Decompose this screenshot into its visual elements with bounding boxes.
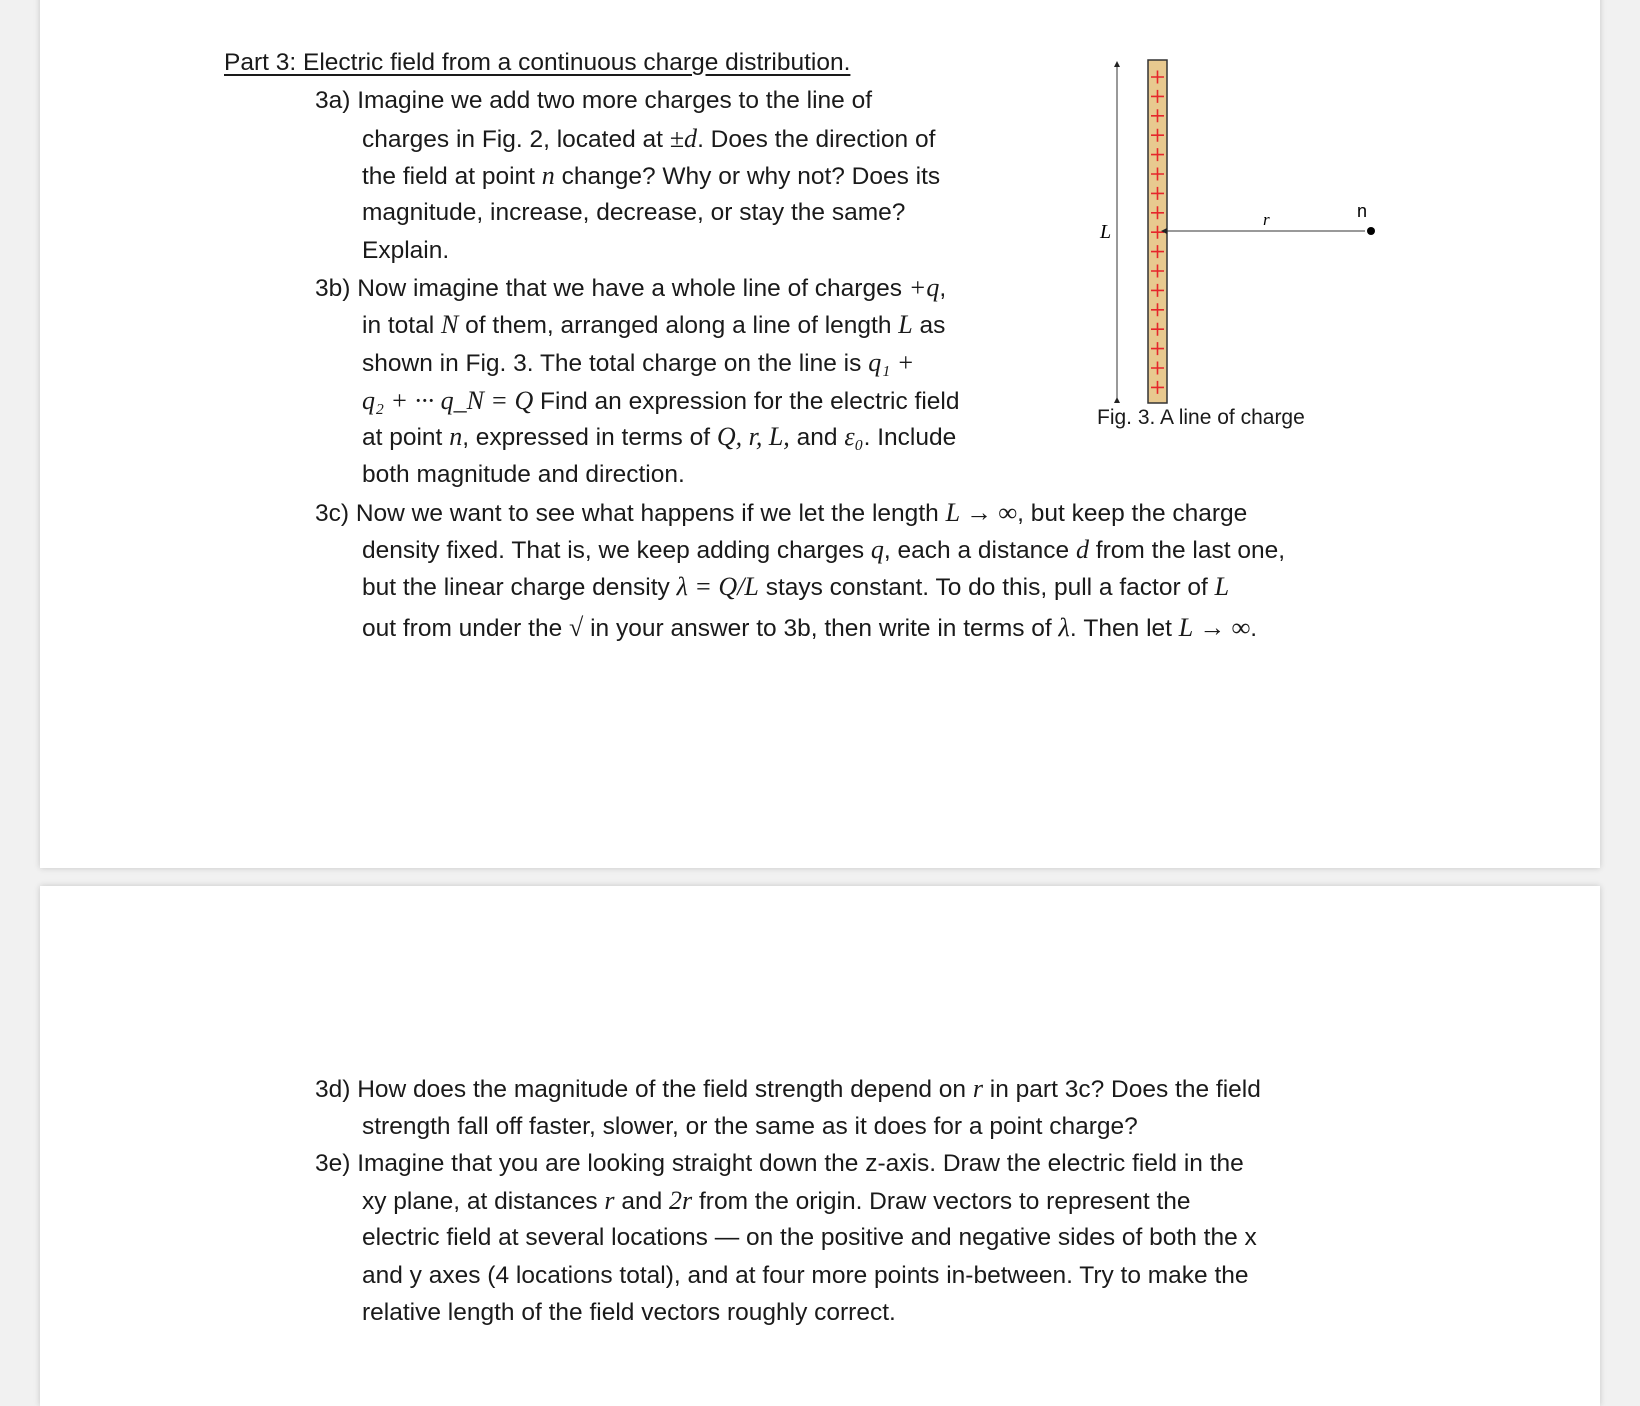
text-run: relative length of the field vectors roughly correct.: [362, 1299, 896, 1326]
text-run: 3b) Now imagine that we have a whole line of charges: [315, 275, 909, 302]
label-n: n: [1357, 201, 1368, 221]
text-run: electric field at several locations — on the positive and negative sides of both the x: [362, 1224, 1257, 1251]
text-run: 3a) Imagine we add two more charges to the line of: [315, 87, 873, 114]
text-run: and: [789, 424, 845, 451]
math-run: L → ∞: [945, 498, 1018, 527]
paragraph-line: [315, 1074, 1261, 1105]
text-run: 3d) How does the magnitude of the field strength depend on: [315, 1076, 973, 1103]
text-run: out from under the: [362, 615, 570, 642]
text-run: xy plane, at distances: [362, 1188, 605, 1215]
math-run: λ: [1058, 613, 1070, 642]
text-run: and y axes (4 locations total), and at four more points in-between. Try to make the: [362, 1262, 1249, 1289]
paragraph-line: [362, 1261, 1249, 1291]
text-run: stays constant. To do this, pull a factor of: [758, 574, 1215, 601]
text-run: from the origin. Draw vectors to represent the: [692, 1188, 1191, 1215]
text-run: magnitude, increase, decrease, or stay the same?: [362, 199, 906, 226]
math-run: λ = Q/L: [676, 572, 759, 601]
text-run: at point: [362, 424, 450, 451]
math-run: q: [870, 535, 884, 564]
text-run: shown in Fig. 3. The total charge on the line is: [362, 350, 869, 377]
text-run: as: [912, 312, 946, 339]
text-run: .: [1250, 615, 1258, 642]
document-page-2: [40, 886, 1600, 1406]
math-run: ±d: [669, 124, 698, 153]
text-run: and: [614, 1188, 670, 1215]
section-heading: Part 3: Electric field from a continuous charge distribution.: [224, 49, 851, 76]
math-run: d: [1075, 535, 1089, 564]
figure-caption: Fig. 3. A line of charge: [1097, 406, 1305, 429]
text-run: . Does the direction of: [697, 126, 936, 153]
paragraph-line: [315, 1149, 1244, 1179]
text-run: in total: [362, 312, 441, 339]
math-run: Q, r, L,: [716, 422, 790, 451]
math-run: ε₀: [844, 422, 864, 451]
paragraph-line: [362, 1298, 896, 1328]
text-run: , expressed in terms of: [462, 424, 717, 451]
math-run: L: [1214, 572, 1230, 601]
text-run: in your answer to 3b, then write in terms of: [583, 615, 1059, 642]
math-run: n: [449, 422, 463, 451]
math-run: r: [604, 1186, 615, 1215]
math-run: √: [569, 613, 584, 642]
math-run: q₁ +: [868, 348, 915, 377]
text-run: in part 3c? Does the field: [983, 1076, 1261, 1103]
math-run: q₂ + ··· q_N = Q: [362, 386, 534, 415]
text-run: strength fall off faster, slower, or the same as it does for a point charge?: [362, 1113, 1138, 1140]
point-n: [1367, 227, 1375, 235]
label-L: L: [1100, 221, 1112, 243]
text-run: . Then let: [1069, 615, 1179, 642]
paragraph-line: [362, 1223, 1257, 1253]
text-run: the field at point: [362, 163, 542, 190]
text-run: but the linear charge density: [362, 574, 677, 601]
label-r: r: [1263, 210, 1270, 229]
math-run: L → ∞: [1178, 613, 1251, 642]
text-run: 3c) Now we want to see what happens if we let the length: [315, 500, 946, 527]
text-run: 3e) Imagine that you are looking straight down the z-axis. Draw the electric field in the: [315, 1150, 1244, 1177]
text-run: change? Why or why not? Does its: [554, 163, 941, 190]
text-run: ,: [939, 275, 947, 302]
text-run: Find an expression for the electric field: [533, 388, 960, 415]
paragraph-line: [362, 1112, 1138, 1142]
math-run: r: [972, 1074, 983, 1103]
text-run: charges in Fig. 2, located at: [362, 126, 670, 153]
math-run: 2r: [669, 1186, 693, 1215]
math-run: +q: [908, 273, 940, 302]
text-run: . Include: [863, 424, 957, 451]
paragraph-line: [362, 1186, 1191, 1217]
math-run: L: [898, 310, 913, 339]
text-run: of them, arranged along a line of length: [458, 312, 899, 339]
text-run: both magnitude and direction.: [362, 461, 685, 488]
text-run: , but keep the charge: [1017, 500, 1248, 527]
text-run: density fixed. That is, we keep adding charges: [362, 537, 871, 564]
math-run: N: [441, 310, 459, 339]
text-run: from the last one,: [1088, 537, 1286, 564]
math-run: n: [541, 161, 555, 190]
text-run: , each a distance: [883, 537, 1076, 564]
text-run: Explain.: [362, 237, 450, 264]
